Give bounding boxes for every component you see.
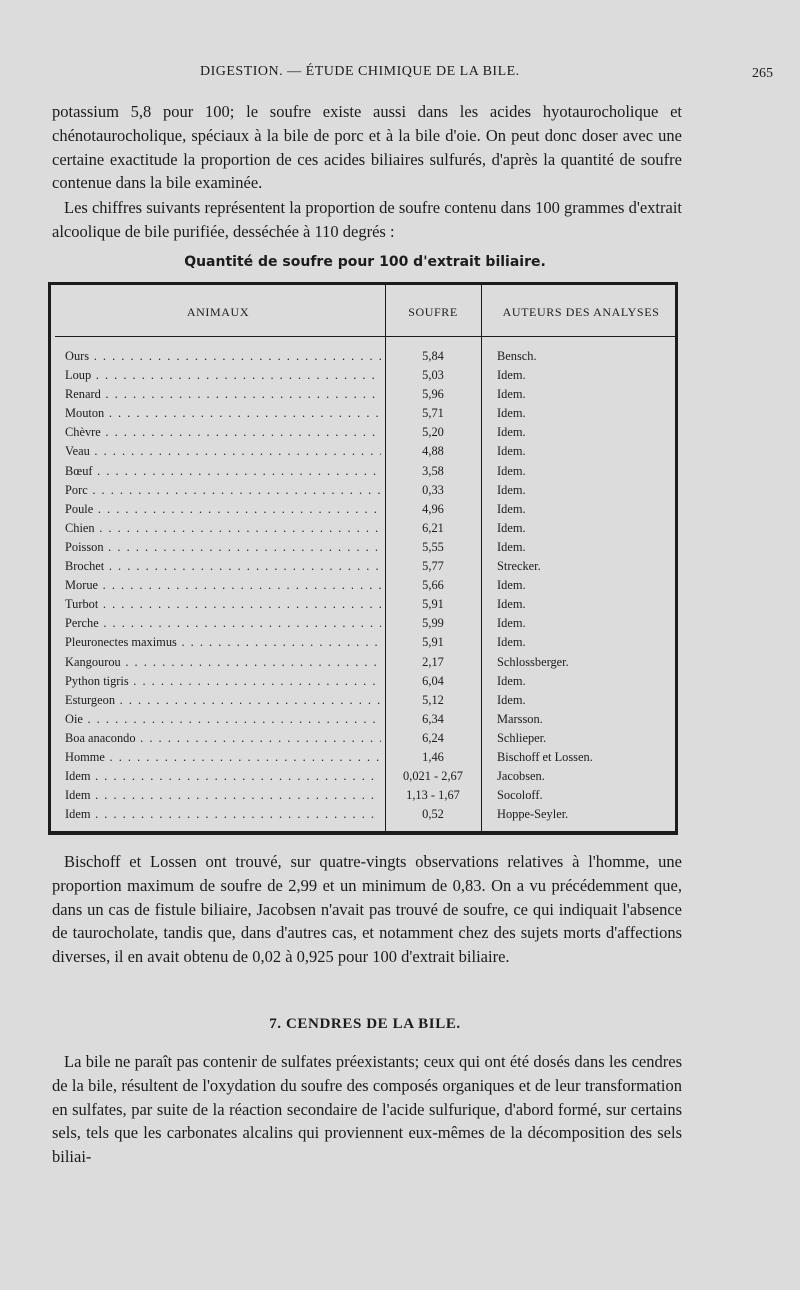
table-row — [51, 366, 675, 385]
page-number: 265 — [752, 66, 773, 81]
table-body — [51, 347, 675, 824]
soufre-cell: 5,84 — [422, 349, 444, 363]
animal-cell: Idem . . . — [65, 767, 381, 786]
soufre-cell: 5,99 — [422, 616, 444, 631]
auteur-cell: Idem. — [497, 406, 526, 421]
table-row — [51, 710, 675, 729]
soufre-cell: 6,21 — [422, 520, 444, 535]
table-title: Quantité de soufre pour 100 d'extrait biliaire. — [184, 254, 546, 270]
table-row — [51, 519, 675, 538]
soufre-cell: 0,33 — [422, 482, 444, 497]
animal-cell: Idem . . . — [65, 786, 381, 805]
table-row — [51, 557, 675, 576]
auteur-cell: Strecker. — [497, 559, 541, 574]
animal-cell: Chèvre . . . — [65, 423, 381, 442]
soufre-cell: 1,46 — [422, 749, 444, 764]
paragraph-1: potassium 5,8 pour 100; le soufre existe aussi dans les acides hyotaurocholique et chénotaurocholique, spéciaux à la bile de porc et à la bile d'oie. On peut donc doser avec une certaine exactitude la proportion de ces acides biliaires sulfurés, d'après la quantité de soufre contenue dans la bile examinée. — [52, 102, 682, 193]
soufre-cell: 4,88 — [422, 444, 444, 459]
table-row — [51, 614, 675, 633]
soufre-cell: 4,96 — [422, 501, 444, 516]
header-divider — [55, 336, 675, 337]
animal-cell: Pleuronectes maximus . . . — [65, 633, 381, 652]
soufre-cell: 0,52 — [422, 807, 444, 822]
table-row — [51, 653, 675, 672]
animal-cell: Poisson . . . — [65, 538, 381, 557]
animal-cell: Homme . . . — [65, 748, 381, 767]
auteur-cell: Idem. — [497, 501, 526, 516]
animal-cell: Veau . . . — [65, 442, 381, 461]
animal-cell: Morue . . . — [65, 576, 381, 595]
auteur-cell: Idem. — [497, 539, 526, 554]
auteur-cell: Marsson. — [497, 711, 543, 726]
soufre-cell: 5,12 — [422, 692, 444, 707]
soufre-cell: 5,03 — [422, 368, 444, 383]
soufre-cell: 2,17 — [422, 654, 444, 669]
animal-cell: Chien . . . — [65, 519, 381, 538]
table-row — [51, 576, 675, 595]
running-head: DIGESTION. — ÉTUDE CHIMIQUE DE LA BILE. — [200, 64, 520, 79]
animal-cell: Kangourou . . . — [65, 653, 381, 672]
soufre-cell: 5,55 — [422, 539, 444, 554]
paragraph-3: Bischoff et Lossen ont trouvé, sur quatre-vingts observations relatives à l'homme, une proportion maximum de soufre de 2,99 et un minimum de 0,83. On a vu précédemment que, dans un cas de fistule biliaire, Jacobsen n'avait pas trouvé de soufre, ce qui indiquait l'absence de taurocholate, tandis que, dans d'autres cas, et notamment chez des sujets morts d'affections diverses, il en avait obtenu de 0,02 à 0,925 pour 100 d'extrait biliaire. — [52, 852, 682, 967]
soufre-cell: 0,021 - 2,67 — [403, 769, 463, 784]
animal-cell: Perche . . . — [65, 614, 381, 633]
table-row — [51, 423, 675, 442]
auteur-cell: Idem. — [497, 635, 526, 650]
auteur-cell: Idem. — [497, 616, 526, 631]
table-row — [51, 748, 675, 767]
auteur-cell: Idem. — [497, 368, 526, 383]
table-row — [51, 767, 675, 786]
soufre-cell: 3,58 — [422, 463, 444, 478]
soufre-cell: 5,66 — [422, 578, 444, 593]
table-row — [51, 481, 675, 500]
soufre-cell: 6,04 — [422, 673, 444, 688]
soufre-cell: 5,77 — [422, 559, 444, 574]
animal-cell: Python tigris . . . — [65, 672, 381, 691]
table-row — [51, 805, 675, 824]
auteur-cell: Idem. — [497, 578, 526, 593]
table-row — [51, 462, 675, 481]
soufre-cell: 6,24 — [422, 730, 444, 745]
animal-cell: Turbot . . . — [65, 595, 381, 614]
animal-cell: Boa anacondo . . . — [65, 729, 381, 748]
paragraph-4: La bile ne paraît pas contenir de sulfates préexistants; ceux qui ont été dosés dans les cendres de la bile, résultent de l'oxydation du soufre des composés organiques et de leur transformation en sulfates, par suite de la réaction secondaire de l'acide sulfurique, d'abord formé, sur certains sels, tels que les carbonates alcalins qui proviennent eux-mêmes de la décomposition des sels biliai- — [52, 1052, 682, 1167]
animal-cell: Poule . . . — [65, 500, 381, 519]
header-soufre: SOUFRE — [408, 305, 458, 319]
auteur-cell: Idem. — [497, 597, 526, 612]
animal-cell: Porc . . . — [65, 481, 381, 500]
animal-cell: Ours . . . — [65, 347, 381, 366]
animal-cell: Esturgeon . . . — [65, 691, 381, 710]
soufre-cell: 5,71 — [422, 406, 444, 421]
table-row — [51, 404, 675, 423]
table-row — [51, 633, 675, 652]
header-auteurs: AUTEURS DES ANALYSES — [502, 305, 660, 319]
table-row — [51, 672, 675, 691]
auteur-cell: Idem. — [497, 444, 526, 459]
animal-cell: Oie . . . — [65, 710, 381, 729]
soufre-cell: 5,91 — [422, 635, 444, 650]
paragraph-2: Les chiffres suivants représentent la proportion de soufre contenu dans 100 grammes d'extrait alcoolique de bile purifiée, desséchée à 110 degrés : — [52, 198, 682, 241]
auteur-cell: Socoloff. — [497, 788, 543, 803]
auteur-cell: Idem. — [497, 520, 526, 535]
table-row — [51, 786, 675, 805]
animal-cell: Loup . . . — [65, 366, 381, 385]
animal-cell: Idem . . . — [65, 805, 381, 824]
header-animaux: ANIMAUX — [186, 305, 250, 319]
auteur-cell: Idem. — [497, 425, 526, 440]
animal-cell: Brochet . . . — [65, 557, 381, 576]
soufre-cell: 1,13 - 1,67 — [406, 788, 460, 803]
table-row — [51, 385, 675, 404]
auteur-cell: Idem. — [497, 482, 526, 497]
table-row — [51, 500, 675, 519]
auteur-cell: Schlieper. — [497, 730, 547, 745]
auteur-cell: Idem. — [497, 673, 526, 688]
soufre-cell: 6,34 — [422, 711, 444, 726]
animal-cell: Renard . . . — [65, 385, 381, 404]
auteur-cell: Jacobsen. — [497, 769, 545, 784]
auteur-cell: Schlossberger. — [497, 654, 569, 669]
sulfur-table — [48, 282, 678, 835]
auteur-cell: Bischoff et Lossen. — [497, 749, 593, 764]
soufre-cell: 5,91 — [422, 597, 444, 612]
soufre-cell: 5,20 — [422, 425, 444, 440]
auteur-cell: Idem. — [497, 692, 526, 707]
table-row — [51, 442, 675, 461]
table-row — [51, 347, 675, 366]
auteur-cell: Idem. — [497, 463, 526, 478]
auteur-cell: Hoppe-Seyler. — [497, 807, 569, 822]
table-row — [51, 729, 675, 748]
table-row — [51, 538, 675, 557]
section-heading: 7. CENDRES DE LA BILE. — [269, 1016, 461, 1032]
table-row — [51, 691, 675, 710]
animal-cell: Mouton . . . — [65, 404, 381, 423]
soufre-cell: 5,96 — [422, 387, 444, 402]
auteur-cell: Bensch. — [497, 349, 537, 363]
animal-cell: Bœuf . . . — [65, 462, 381, 481]
table-row — [51, 595, 675, 614]
auteur-cell: Idem. — [497, 387, 526, 402]
